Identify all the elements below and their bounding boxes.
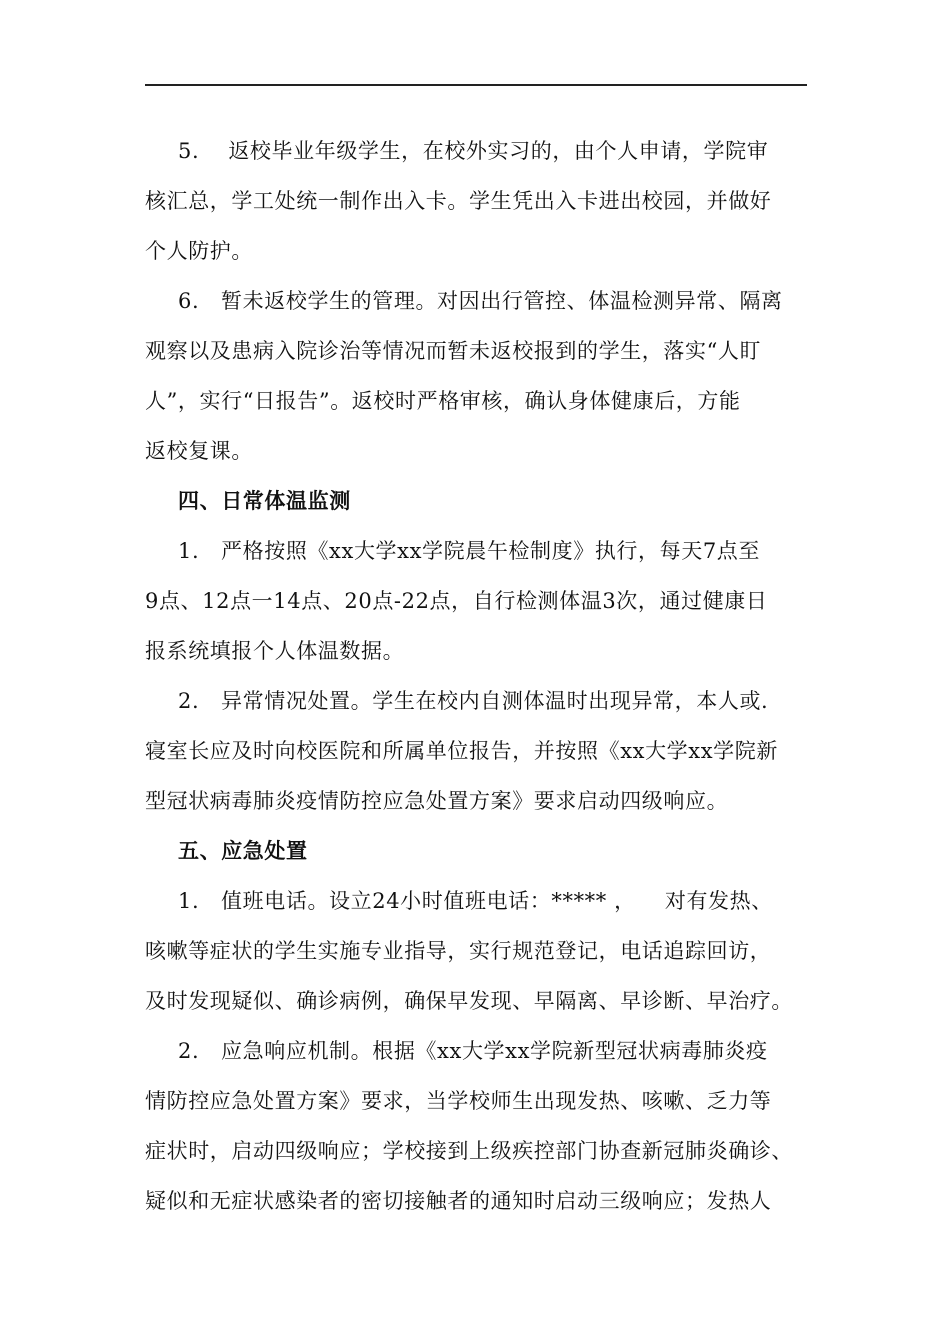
paragraph-line: 个人防护。 bbox=[145, 239, 253, 263]
paragraph-line: 咳嗽等症状的学生实施专业指导，实行规范登记，电话追踪回访， bbox=[145, 939, 772, 963]
paragraph-line: 人”，实行“日报告”。返校时严格审核，确认身体健康后，方能 bbox=[145, 389, 741, 413]
paragraph-line: 1. 严格按照《xx大学xx学院晨午检制度》执行，每天7点至 bbox=[178, 539, 760, 563]
paragraph-line: 6. 暂未返校学生的管理。对因出行管控、体温检测异常、隔离 bbox=[178, 289, 783, 313]
paragraph-line: 症状时，启动四级响应；学校接到上级疾控部门协查新冠肺炎确诊、 bbox=[145, 1139, 793, 1163]
paragraph-line: 报系统填报个人体温数据。 bbox=[145, 639, 405, 663]
paragraph-line: 观察以及患病入院诊治等情况而暂未返校报到的学生，落实“人盯 bbox=[145, 339, 762, 363]
paragraph-line: 9点、12点一14点、20点-22点，自行检测体温3次，通过健康日 bbox=[145, 589, 768, 613]
paragraph-line: 2. 应急响应机制。根据《xx大学xx学院新型冠状病毒肺炎疫 bbox=[178, 1039, 768, 1063]
paragraph-line: 返校复课。 bbox=[145, 439, 253, 463]
header-rule bbox=[145, 84, 807, 86]
section-heading: 五、应急处置 bbox=[178, 839, 308, 863]
paragraph-line: 及时发现疑似、确诊病例，确保早发现、早隔离、早诊断、早治疗。 bbox=[145, 989, 793, 1013]
paragraph-line: 寝室长应及时向校医院和所属单位报告，并按照《xx大学xx学院新 bbox=[145, 739, 778, 763]
paragraph-line: 2. 异常情况处置。学生在校内自测体温时出现异常，本人或. bbox=[178, 689, 769, 713]
paragraph-line: 5. 返校毕业年级学生，在校外实习的，由个人申请，学院审 bbox=[178, 139, 769, 163]
section-heading: 四、日常体温监测 bbox=[178, 489, 351, 513]
paragraph-line: 疑似和无症状感染者的密切接触者的通知时启动三级响应；发热人 bbox=[145, 1189, 772, 1213]
paragraph-line: 1. 值班电话。设立24小时值班电话：***** ， 对有发热、 bbox=[178, 889, 773, 913]
paragraph-line: 情防控应急处置方案》要求，当学校师生出现发热、咳嗽、乏力等 bbox=[145, 1089, 772, 1113]
paragraph-line: 核汇总，学工处统一制作出入卡。学生凭出入卡进出校园，并做好 bbox=[145, 189, 772, 213]
paragraph-line: 型冠状病毒肺炎疫情防控应急处置方案》要求启动四级响应。 bbox=[145, 789, 729, 813]
